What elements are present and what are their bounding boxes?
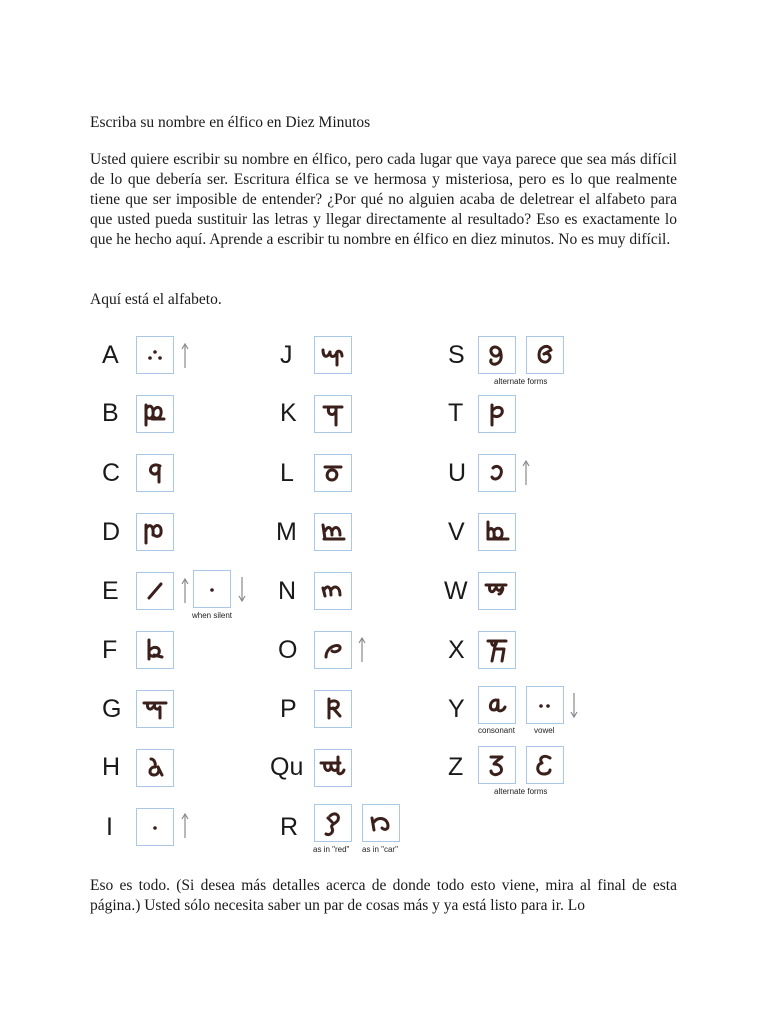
note-when-silent: when silent [192,611,233,620]
tengwa-s-form2 [526,336,564,374]
tengwa-y-vowel [526,686,564,724]
arrow-up-icon [357,637,367,663]
tengwa-x [478,631,516,669]
tengwa-m [314,513,352,551]
tengwa-z-form2 [526,746,564,784]
letter-n: N [278,577,297,605]
arrow-up-icon [180,578,190,604]
tengwa-s-form1 [478,336,516,374]
letter-o: O [278,636,298,664]
letter-l: L [280,459,294,487]
tengwa-t [478,395,516,433]
tengwa-r-red [314,804,352,842]
letter-r: R [280,813,299,841]
note-consonant: consonant [478,726,515,735]
letter-p: P [280,695,297,723]
letter-s: S [448,341,465,369]
tengwa-f [136,631,174,669]
tengwa-r-car [362,804,400,842]
tengwa-g [136,690,174,728]
arrow-down-icon [569,692,579,718]
arrow-up-icon [521,460,531,486]
letter-i: I [106,813,113,841]
letter-m: M [276,518,297,546]
note-alternate-forms-z: alternate forms [494,787,548,796]
tengwa-p [314,690,352,728]
tengwa-v [478,513,516,551]
tengwa-b [136,395,174,433]
alphabet-intro: Aquí está el alfabeto. [90,291,222,308]
intro-paragraph: Usted quiere escribir su nombre en élfico, pero cada lugar que vaya parece que sea más difícil de lo que debería ser. Escritura élfica se ve hermosa y misteriosa, pero es lo que realmente tiene que ser imposible de entender? ¿Por qué no alguien acaba de deletrear el alfabeto para que usted pueda sustituir las letras y llegar directamente al resultado? Eso es exactamente lo que he hecho aquí. Aprende a escribir tu nombre en élfico en diez minutos. No es muy difícil. [90,151,677,248]
letter-b: B [102,399,119,427]
page-title: Escriba su nombre en élfico en Diez Minutos [90,114,371,131]
tengwa-a [136,336,174,374]
letter-qu: Qu [270,753,304,781]
tengwa-l [314,454,352,492]
tengwa-j [314,336,352,374]
note-as-in-car: as in "car" [362,845,398,854]
letter-h: H [102,753,121,781]
letter-y: Y [448,695,465,723]
letter-z: Z [448,753,464,781]
tengwa-i [136,808,174,846]
arrow-down-icon [237,576,247,602]
letter-t: T [448,399,464,427]
letter-x: X [448,636,465,664]
letter-c: C [102,459,121,487]
letter-v: V [448,518,465,546]
note-vowel: vowel [534,726,555,735]
tengwa-o [314,631,352,669]
letter-u: U [448,459,467,487]
arrow-up-icon [180,813,190,839]
tengwa-e [136,572,174,610]
letter-e: E [102,577,119,605]
letter-f: F [102,636,118,664]
note-as-in-red: as in "red" [313,845,350,854]
letter-w: W [444,577,468,605]
arrow-up-icon [180,343,190,369]
tengwa-n [314,572,352,610]
tengwa-k [314,395,352,433]
tengwa-d [136,513,174,551]
note-alternate-forms-s: alternate forms [494,377,548,386]
tengwa-qu [314,749,352,787]
closing-paragraph: Eso es todo. (Si desea más detalles acerca de donde todo esto viene, mira al final de esta página.) Usted sólo necesita saber un par de cosas más y ya está listo para ir. Lo [90,877,677,914]
tengwa-h [136,749,174,787]
letter-k: K [280,399,297,427]
letter-j: J [280,341,293,369]
letter-a: A [102,341,119,369]
tengwa-u [478,454,516,492]
tengwa-y-consonant [478,686,516,724]
tengwa-z-form1 [478,746,516,784]
letter-d: D [102,518,121,546]
tengwa-w [478,572,516,610]
tengwa-e-silent [193,570,231,608]
tengwa-c [136,454,174,492]
letter-g: G [102,695,122,723]
